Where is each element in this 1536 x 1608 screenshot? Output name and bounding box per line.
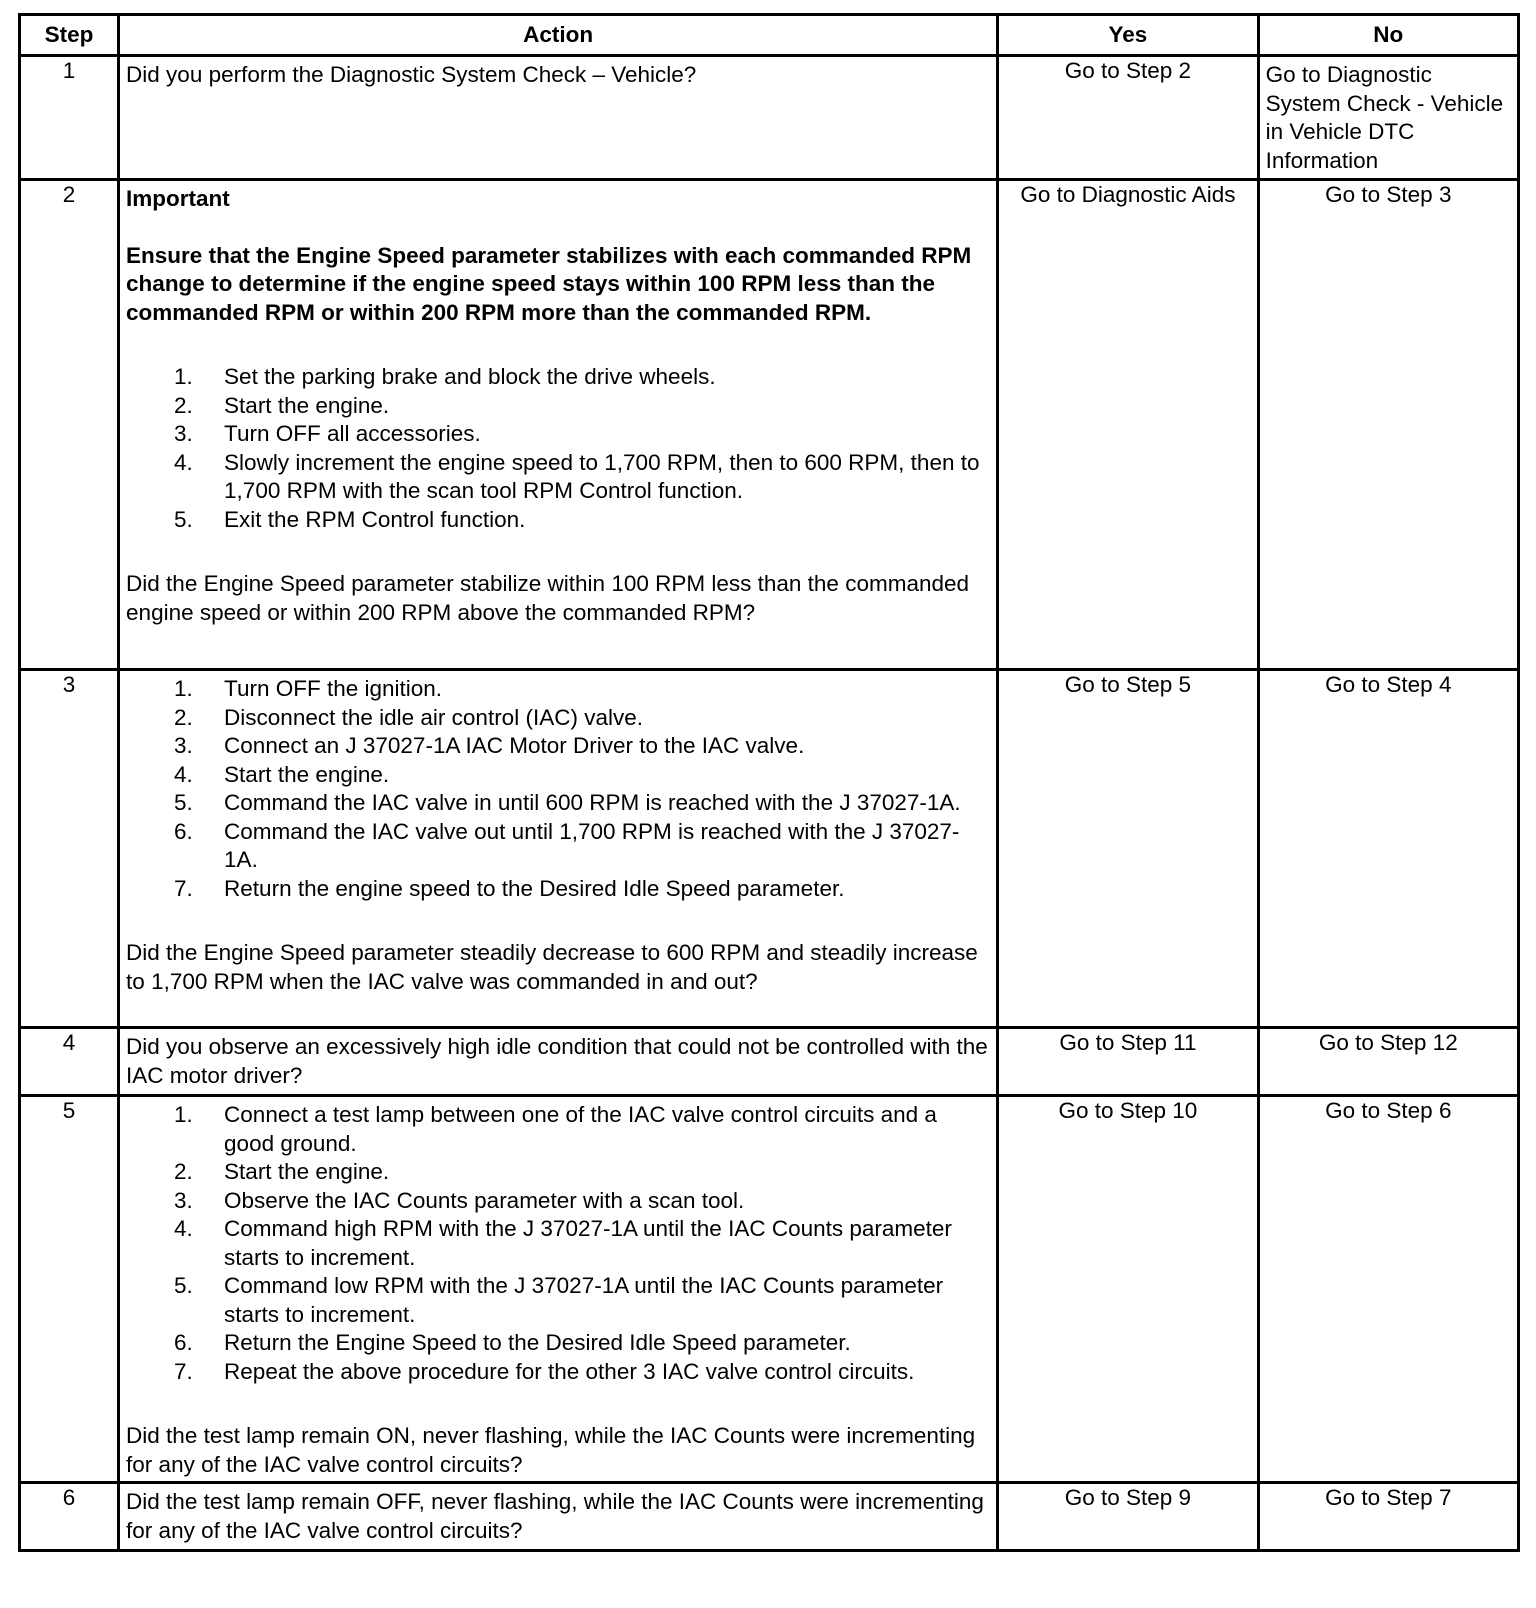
item-number: 3. — [174, 1187, 193, 1213]
header-no: No — [1258, 15, 1518, 56]
action-question: Did the Engine Speed parameter steadily decrease to 600 RPM and steadily increase to 1,700 RPM when the IAC valve was commanded in and out? — [126, 940, 978, 994]
no-cell: Go to Diagnostic System Check - Vehicle in Vehicle DTC Information — [1258, 56, 1518, 180]
item-text: Repeat the above procedure for the other 3 IAC valve control circuits. — [224, 1358, 915, 1384]
item-number: 6. — [174, 1330, 193, 1355]
no-cell: Go to Step 3 — [1258, 180, 1518, 670]
action-cell — [119, 180, 998, 670]
item-text: Turn OFF all accessories. — [224, 421, 481, 446]
item-number: 5. — [174, 1273, 193, 1298]
item-number: 3. — [174, 421, 193, 446]
action-cell — [119, 670, 998, 1028]
header-yes: Yes — [998, 15, 1258, 56]
list-item — [126, 704, 990, 733]
item-number: 2. — [174, 704, 193, 730]
procedure-list — [126, 1101, 990, 1386]
list-item — [126, 506, 990, 535]
item-text: Exit the RPM Control function. — [224, 506, 526, 532]
no-cell: Go to Step 4 — [1258, 670, 1518, 1028]
list-item — [126, 1158, 990, 1187]
item-number: 7. — [174, 875, 193, 901]
item-text: Command high RPM with the J 37027-1A until the IAC Counts parameter starts to increment. — [224, 1216, 952, 1270]
important-text: Ensure that the Engine Speed parameter stabilizes with each commanded RPM change to determine if the engine speed stays within 100 RPM less than the commanded RPM or within 200 RPM more than the commanded RPM. — [126, 242, 972, 325]
step-number: 1 — [20, 56, 119, 180]
procedure-list — [126, 675, 990, 903]
item-number: 1. — [174, 364, 193, 389]
yes-cell: Go to Step 5 — [998, 670, 1258, 1028]
list-item — [126, 818, 990, 875]
table-row — [20, 56, 1519, 180]
item-number: 4. — [174, 761, 193, 787]
list-item — [126, 1272, 990, 1329]
item-text: Set the parking brake and block the drive wheels. — [224, 364, 716, 389]
item-number: 2. — [174, 1159, 193, 1184]
step-number: 6 — [20, 1483, 119, 1551]
list-item — [126, 1358, 990, 1387]
item-number: 2. — [174, 392, 193, 418]
table-row — [20, 180, 1519, 670]
table-row — [20, 1483, 1519, 1551]
no-cell: Go to Step 6 — [1258, 1096, 1518, 1483]
list-item — [126, 449, 990, 506]
yes-cell: Go to Step 2 — [998, 56, 1258, 180]
header-row — [20, 15, 1519, 56]
no-cell: Go to Step 7 — [1258, 1483, 1518, 1551]
action-question: Did the test lamp remain OFF, never flashing, while the IAC Counts were incrementing for any of the IAC valve control circuits? — [126, 1489, 984, 1543]
procedure-list — [126, 363, 990, 534]
item-number: 6. — [174, 818, 193, 844]
no-cell: Go to Step 12 — [1258, 1028, 1518, 1096]
important-title: Important — [126, 186, 230, 211]
list-item — [126, 1215, 990, 1272]
step-number: 5 — [20, 1096, 119, 1483]
list-item — [126, 732, 990, 761]
step-number: 3 — [20, 670, 119, 1028]
list-item — [126, 1187, 990, 1216]
item-number: 7. — [174, 1358, 193, 1384]
table-row — [20, 670, 1519, 1028]
table-row — [20, 1028, 1519, 1096]
action-question: Did the test lamp remain ON, never flashing, while the IAC Counts were incrementing for any of the IAC valve control circuits? — [126, 1423, 976, 1477]
item-text: Connect a test lamp between one of the IAC valve control circuits and a good ground. — [224, 1102, 937, 1156]
action-question: Did you observe an excessively high idle condition that could not be controlled with the IAC motor driver? — [126, 1034, 988, 1088]
item-number: 4. — [174, 449, 193, 475]
item-text: Return the Engine Speed to the Desired Idle Speed parameter. — [224, 1330, 851, 1355]
list-item — [126, 363, 990, 392]
action-cell — [119, 1028, 998, 1096]
action-question: Did the Engine Speed parameter stabilize within 100 RPM less than the commanded engine speed or within 200 RPM above the commanded RPM? — [126, 571, 970, 625]
yes-cell: Go to Step 10 — [998, 1096, 1258, 1483]
action-cell — [119, 1483, 998, 1551]
list-item — [126, 789, 990, 818]
list-item — [126, 420, 990, 449]
item-text: Command the IAC valve out until 1,700 RPM is reached with the J 37027-1A. — [224, 818, 960, 872]
step-number: 2 — [20, 180, 119, 670]
list-item — [126, 1329, 990, 1358]
list-item — [126, 675, 990, 704]
yes-cell: Go to Step 9 — [998, 1483, 1258, 1551]
item-number: 1. — [174, 1102, 193, 1127]
item-text: Return the engine speed to the Desired Idle Speed parameter. — [224, 875, 845, 901]
item-number: 1. — [174, 676, 193, 701]
list-item — [126, 392, 990, 421]
item-number: 5. — [174, 506, 193, 532]
yes-cell: Go to Diagnostic Aids — [998, 180, 1258, 670]
item-text: Connect an J 37027-1A IAC Motor Driver to the IAC valve. — [224, 733, 805, 758]
item-number: 5. — [174, 790, 193, 815]
item-number: 4. — [174, 1216, 193, 1241]
item-text: Slowly increment the engine speed to 1,700 RPM, then to 600 RPM, then to 1,700 RPM with the scan tool RPM Control function. — [224, 449, 980, 503]
item-text: Start the engine. — [224, 761, 390, 787]
list-item — [126, 875, 990, 904]
item-text: Command low RPM with the J 37027-1A until the IAC Counts parameter starts to increment. — [224, 1273, 944, 1327]
step-number: 4 — [20, 1028, 119, 1096]
action-cell — [119, 56, 998, 180]
item-text: Observe the IAC Counts parameter with a scan tool. — [224, 1187, 745, 1213]
table-row — [20, 1096, 1519, 1483]
header-step: Step — [20, 15, 119, 56]
item-number: 3. — [174, 733, 193, 758]
item-text: Turn OFF the ignition. — [224, 676, 443, 701]
list-item — [126, 1101, 990, 1158]
diagnostic-table — [18, 13, 1520, 1552]
item-text: Disconnect the idle air control (IAC) valve. — [224, 704, 643, 730]
header-action: Action — [119, 15, 998, 56]
list-item — [126, 761, 990, 790]
yes-cell: Go to Step 11 — [998, 1028, 1258, 1096]
action-cell — [119, 1096, 998, 1483]
item-text: Start the engine. — [224, 1159, 390, 1184]
action-question: Did you perform the Diagnostic System Check – Vehicle? — [126, 62, 697, 87]
item-text: Start the engine. — [224, 392, 390, 418]
item-text: Command the IAC valve in until 600 RPM is reached with the J 37027-1A. — [224, 790, 961, 815]
